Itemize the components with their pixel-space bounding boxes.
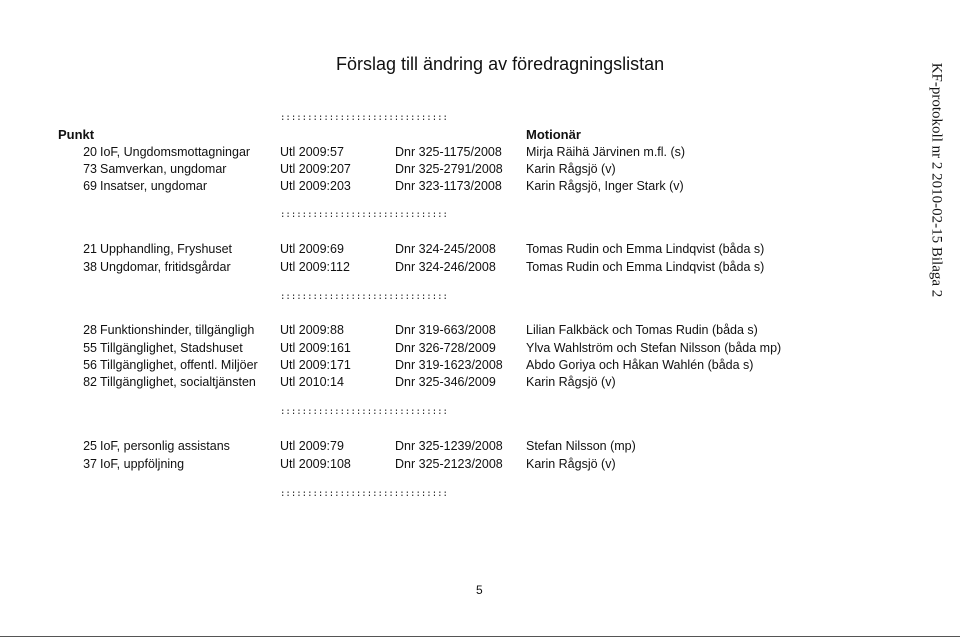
item-motionar: Tomas Rudin och Emma Lindqvist (båda s) <box>526 260 765 274</box>
item-utl: Utl 2009:171 <box>280 358 351 372</box>
item-motionar: Mirja Räihä Järvinen m.fl. (s) <box>526 145 686 159</box>
item-motionar: Karin Rågsjö (v) <box>526 162 616 176</box>
item-dnr: Dnr 325-1175/2008 <box>395 145 502 159</box>
item-motionar: Karin Rågsjö (v) <box>526 457 616 471</box>
item-number: 21 <box>83 242 97 256</box>
table-row <box>0 145 870 163</box>
item-utl: Utl 2010:14 <box>280 375 344 389</box>
table-row <box>0 260 870 278</box>
item-motionar: Ylva Wahlström och Stefan Nilsson (båda mp) <box>526 341 782 355</box>
item-utl: Utl 2009:108 <box>280 457 351 471</box>
item-number: 69 <box>83 179 97 193</box>
item-number: 20 <box>83 145 97 159</box>
item-utl: Utl 2009:88 <box>280 323 344 337</box>
item-dnr: Dnr 325-2123/2008 <box>395 457 503 471</box>
item-title: IoF, personlig assistans <box>100 439 230 453</box>
item-utl: Utl 2009:203 <box>280 179 351 193</box>
item-dnr: Dnr 326-728/2009 <box>395 341 496 355</box>
item-title: Upphandling, Fryshuset <box>100 242 233 256</box>
item-title: Tillgänglighet, socialtjänsten <box>100 375 256 389</box>
item-number: 37 <box>83 457 97 471</box>
table-row <box>0 323 870 341</box>
item-number: 38 <box>83 260 97 274</box>
item-utl: Utl 2009:79 <box>280 439 344 453</box>
item-title: Tillgänglighet, Stadshuset <box>100 341 243 355</box>
item-dnr: Dnr 325-1239/2008 <box>395 439 503 453</box>
item-title: Insatser, ungdomar <box>100 179 208 193</box>
item-number: 82 <box>83 375 97 389</box>
item-number: 28 <box>83 323 97 337</box>
table-row <box>0 162 870 180</box>
item-title: IoF, Ungdomsmottagningar <box>100 145 251 159</box>
item-motionar: Karin Rågsjö (v) <box>526 375 616 389</box>
separator-5: ::::::::::::::::::::::::::::::: <box>280 489 448 499</box>
table-row <box>0 375 870 393</box>
item-dnr: Dnr 319-1623/2008 <box>395 358 503 372</box>
table-row <box>0 242 870 260</box>
item-motionar: Tomas Rudin och Emma Lindqvist (båda s) <box>526 242 765 256</box>
table-row <box>0 439 870 457</box>
item-title: Samverkan, ungdomar <box>100 162 227 176</box>
item-utl: Utl 2009:207 <box>280 162 351 176</box>
page-title: Förslag till ändring av föredragningslistan <box>336 54 665 74</box>
item-dnr: Dnr 319-663/2008 <box>395 323 496 337</box>
side-label: KF-protokoll nr 2 2010-02-15 Bilaga 2 <box>928 62 945 298</box>
item-title: IoF, uppföljning <box>100 457 185 471</box>
table-row <box>0 341 870 359</box>
item-dnr: Dnr 324-246/2008 <box>395 260 496 274</box>
header-motionar: Motionär <box>526 127 581 142</box>
table-row <box>0 358 870 376</box>
separator-2: ::::::::::::::::::::::::::::::: <box>280 210 448 220</box>
page-number: 5 <box>476 583 483 597</box>
item-motionar: Stefan Nilsson (mp) <box>526 439 636 453</box>
item-dnr: Dnr 325-346/2009 <box>395 375 496 389</box>
item-dnr: Dnr 323-1173/2008 <box>395 179 502 193</box>
separator-4: ::::::::::::::::::::::::::::::: <box>280 407 448 417</box>
item-utl: Utl 2009:161 <box>280 341 351 355</box>
item-motionar: Abdo Goriya och Håkan Wahlén (båda s) <box>526 358 754 372</box>
item-number: 73 <box>83 162 97 176</box>
separator-1: ::::::::::::::::::::::::::::::: <box>280 113 448 123</box>
item-title: Tillgänglighet, offentl. Miljöer <box>100 358 258 372</box>
item-number: 55 <box>83 341 97 355</box>
item-title: Ungdomar, fritidsgårdar <box>100 260 231 274</box>
item-dnr: Dnr 324-245/2008 <box>395 242 496 256</box>
table-row <box>0 457 870 475</box>
footer-divider <box>0 636 960 637</box>
item-number: 56 <box>83 358 97 372</box>
item-motionar: Lilian Falkbäck och Tomas Rudin (båda s) <box>526 323 758 337</box>
header-punkt: Punkt <box>58 127 95 142</box>
item-utl: Utl 2009:112 <box>280 260 350 274</box>
table-row <box>0 179 870 197</box>
item-utl: Utl 2009:57 <box>280 145 344 159</box>
item-utl: Utl 2009:69 <box>280 242 344 256</box>
separator-3: ::::::::::::::::::::::::::::::: <box>280 292 448 302</box>
item-dnr: Dnr 325-2791/2008 <box>395 162 503 176</box>
item-title: Funktionshinder, tillgängligh <box>100 323 255 337</box>
item-motionar: Karin Rågsjö, Inger Stark (v) <box>526 179 684 193</box>
item-number: 25 <box>83 439 97 453</box>
